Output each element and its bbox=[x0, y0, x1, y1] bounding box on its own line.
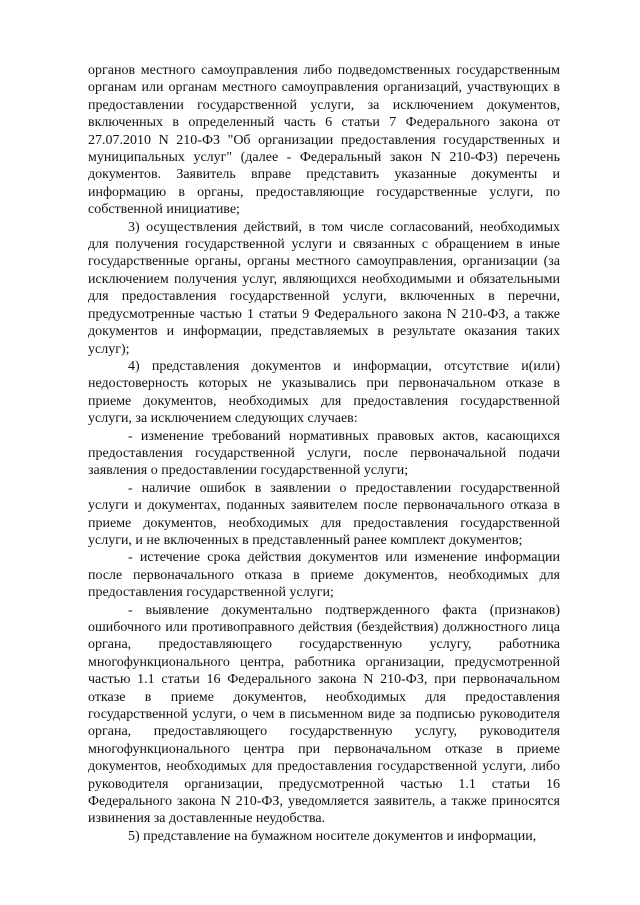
document-body bbox=[88, 62, 560, 845]
paragraph-case-4: - выявление документально подтвержденного факта (признаков) ошибочного или противоправного действия (бездействия) должностного лица органа, предоставляющего государственную услугу, работника многофункционального центра, работника организации, предусмотренной частью 1.1 статьи 16 Федерального закона N 210-ФЗ, при первоначальном отказе в приеме документов, необходимых для предоставления государственной услуги, о чем в письменном виде за подписью руководителя органа, предоставляющего государственную услугу, руководителя многофункционального центра при первоначальном отказе в приеме документов, необходимых для предоставления государственной услуги, либо руководителя организации, предусмотренной частью 1.1 статьи 16 Федерального закона N 210-ФЗ, уведомляется заявитель, а также приносятся извинения за доставленные неудобства. bbox=[88, 602, 560, 827]
paragraph-item-4: 4) представления документов и информации, отсутствие и(или) недостоверность которых не указывались при первоначальном отказе в приеме документов, необходимых для предоставления государственной услуги, за исключением следующих случаев: bbox=[88, 358, 560, 427]
paragraph-case-3: - истечение срока действия документов или изменение информации после первоначального отказа в приеме документов, необходимых для предоставления государственной услуги; bbox=[88, 550, 560, 601]
paragraph-case-2: - наличие ошибок в заявлении о предоставлении государственной услуги и документах, поданных заявителем после первоначального отказа в приеме документов, необходимых для предоставления государственной услуги, и не включенных в представленный ранее комплект документов; bbox=[88, 480, 560, 548]
paragraph-item-3: 3) осуществления действий, в том числе согласований, необходимых для получения государственной услуги и связанных с обращением в иные государственные органы, органы местного самоуправления, организации (за исключением получения услуг, являющихся необходимыми и обязательными для предоставления государственной услуги, включенных в перечни, предусмотренные частью 1 статьи 9 Федерального закона N 210-ФЗ, а также документов и информации, представляемых в результате оказания таких услуг); bbox=[88, 219, 560, 357]
paragraph-continuation: органов местного самоуправления либо подведомственных государственным органам или органам местного самоуправления организаций, участвующих в предоставлении государственной услуги, за исключением документов, включенных в определенный часть 6 статьи 7 Федерального закона от 27.07.2010 N 210-ФЗ "Об организации предоставления государственных и муниципальных услуг" (далее - Федеральный закон N 210-ФЗ) перечень документов. Заявитель вправе представить указанные документы и информацию в органы, предоставляющие государственные услуги, по собственной инициативе; bbox=[88, 63, 560, 218]
paragraph-item-5: 5) представление на бумажном носителе документов и информации, bbox=[128, 828, 537, 844]
paragraph-case-1: - изменение требований нормативных правовых актов, касающихся предоставления государственной услуги, после первоначальной подачи заявления о предоставлении государственной услуги; bbox=[88, 428, 560, 479]
